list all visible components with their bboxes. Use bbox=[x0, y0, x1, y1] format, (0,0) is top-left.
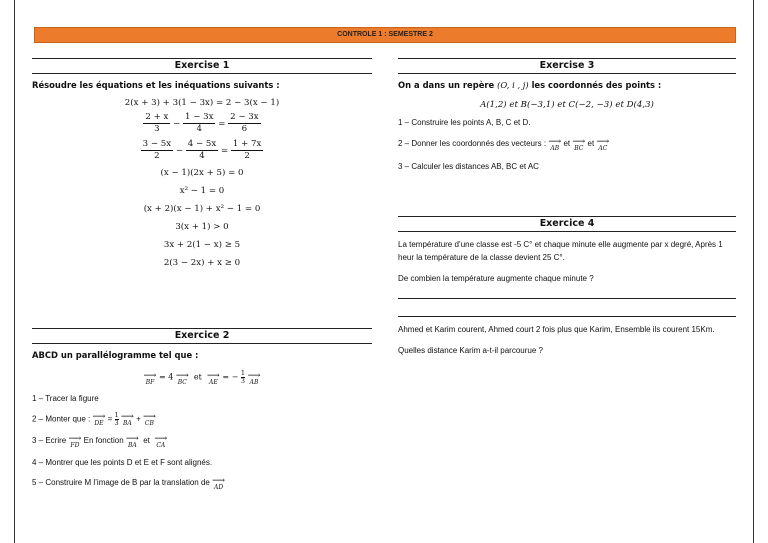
exercise-1 bbox=[32, 58, 372, 268]
divider bbox=[398, 316, 736, 317]
exercise-2-prompt: ABCD un parallélogramme tel que : bbox=[32, 350, 199, 360]
exercise-5 bbox=[398, 298, 736, 357]
exercise-3-prompt: On a dans un repère (O, i , j) les coordonnés des points : bbox=[398, 80, 662, 90]
ex3-question-1: 1 – Construire les points A, B, C et D. bbox=[398, 118, 531, 127]
ex2-question-4: 4 – Montrer que les points D et E et F sont alignés. bbox=[32, 458, 213, 468]
equation-6: (x + 2)(x − 1) + x² − 1 = 0 bbox=[143, 204, 261, 214]
vector-bf: ⟶ BF bbox=[144, 373, 157, 386]
points-list: A(1,2) et B(−3,1) et C(−2, −3) et D(4,3) bbox=[480, 100, 654, 110]
ex3-question-2: 2 – Donner les coordonnés des vecteurs : ⟶ AB et ⟶ BC et ⟶ AC bbox=[398, 137, 736, 152]
inequation-8: 3x + 2(1 − x) ≥ 5 bbox=[163, 240, 241, 250]
vector-ae: ⟶ AE bbox=[207, 373, 220, 386]
ex2-question-5: 5 – Construire M l’image de B par la translation de ⟶ AD bbox=[32, 476, 372, 491]
divider bbox=[398, 298, 736, 299]
exercise-3-title: Exercise 3 bbox=[398, 58, 736, 74]
exercise-1-prompt: Résoudre les équations et les inéquations suivants : bbox=[32, 80, 280, 90]
equation-5: x² − 1 = 0 bbox=[179, 186, 225, 196]
exercise-2 bbox=[32, 328, 372, 491]
exercise-1-title: Exercise 1 bbox=[32, 58, 372, 74]
ex2-question-1: 1 – Tracer la figure bbox=[32, 393, 99, 403]
equation-2: $\frac{2 + x}{3}$ − $\frac{1 - 3x}{4}$ = $\frac{2 - 3x}{6}$ bbox=[145, 112, 259, 134]
exercise-2-title: Exercice 2 bbox=[32, 328, 372, 344]
inequation-9: 2(3 − 2x) + x ≥ 0 bbox=[163, 258, 241, 268]
ex3-question-3: 3 – Calculer les distances AB, BC et AC bbox=[398, 162, 539, 171]
equation-4: (x − 1)(2x + 5) = 0 bbox=[160, 168, 244, 178]
ex2-question-2: 2 – Monter que : ⟶ DE = $\frac{1}{3}$ ⟶ BA + ⟶ CB bbox=[32, 412, 372, 428]
vector-bc: ⟶ BC bbox=[176, 373, 189, 386]
exercise-4 bbox=[398, 216, 736, 285]
ex5-paragraph-1: Ahmed et Karim courent, Ahmed court 2 fois plus que Karim, Ensemble ils courent 15Km. bbox=[398, 325, 715, 334]
equation-1: 2(x + 3) + 3(1 − 3x) = 2 − 3(x − 1) bbox=[124, 98, 280, 108]
inequation-7: 3(x + 1) > 0 bbox=[175, 222, 229, 232]
equation-3: $\frac{3 - 5x}{2}$ − $\frac{4 - 5x}{4}$ = $\frac{1 + 7x}{2}$ bbox=[142, 139, 262, 161]
exercise-4-title: Exercice 4 bbox=[398, 216, 736, 232]
vector-ab: ⟶ AB bbox=[248, 373, 261, 386]
exam-banner: CONTROLE 1 : SEMESTRE 2 bbox=[34, 27, 736, 43]
ex5-paragraph-2: Quelles distance Karim a-t-il parcourue ? bbox=[398, 346, 543, 355]
ex4-paragraph-2: De combien la température augmente chaque minute ? bbox=[398, 274, 594, 283]
ex2-question-3: 3 – Ecrire ⟶ FD En fonction ⟶ BA et ⟶ CA bbox=[32, 434, 372, 449]
given-vectors: ⟶ BF = 4 ⟶ BC et ⟶ AE = − $\frac{1}{3}$ ⟶ AB bbox=[32, 370, 372, 386]
exercise-3 bbox=[398, 58, 736, 173]
ex4-paragraph-1: La température d’une classe est -5 C° et chaque minute elle augmente par x degré, Après 1 heur la température de la classe devient 25 C°. bbox=[398, 240, 723, 262]
